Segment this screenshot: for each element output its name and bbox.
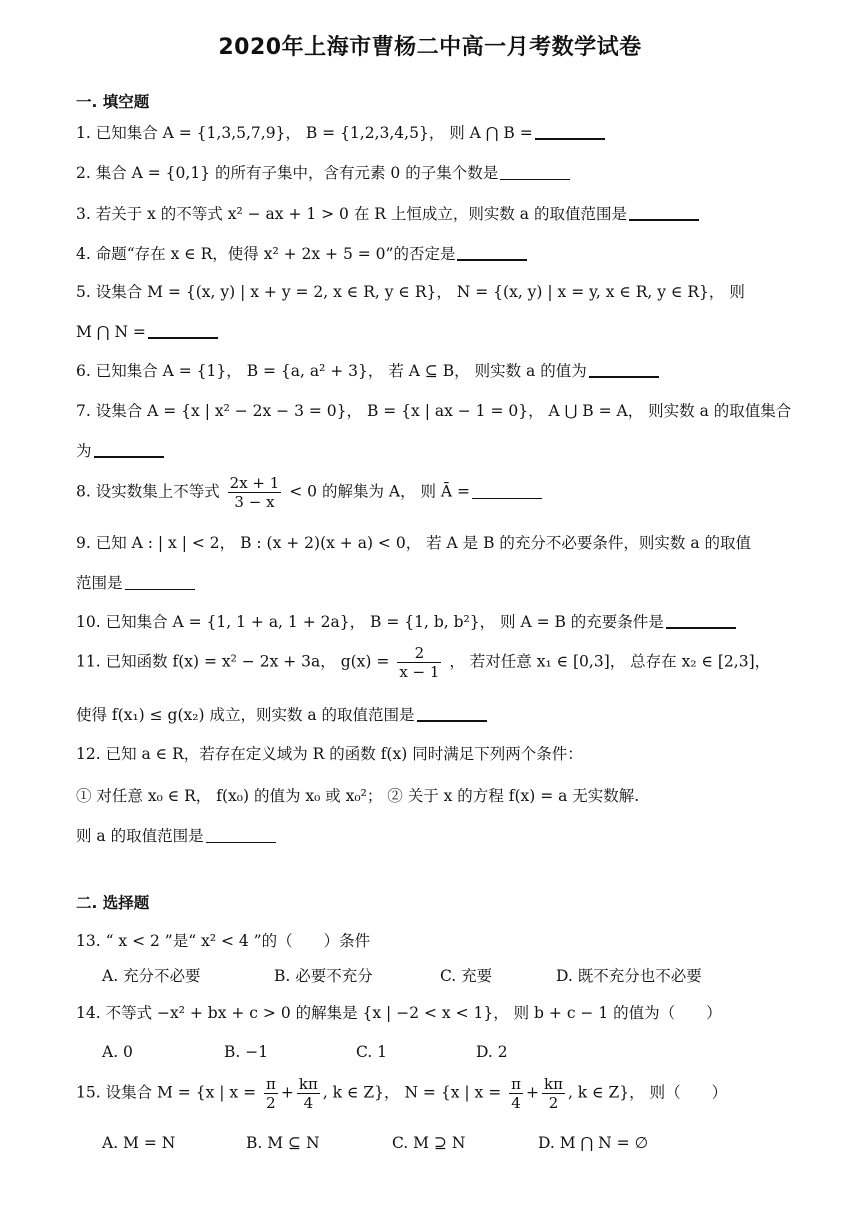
option-a: A. 充分不必要	[102, 967, 201, 985]
question-2	[76, 163, 570, 183]
question-11-text: 使得 f(x₁) ≤ g(x₂) 成立，则实数 a 的取值范围是	[76, 706, 415, 724]
answer-blank	[589, 362, 659, 378]
fraction-denominator: x − 1	[399, 663, 440, 681]
question-9-line-2	[76, 573, 195, 593]
question-11-line-1	[76, 644, 770, 681]
question-11-text-post: ， 若对任意 x₁ ∈ [0,3]， 总存在 x₂ ∈ [2,3]，	[449, 652, 771, 671]
answer-blank	[417, 706, 487, 722]
question-7-line-2	[76, 441, 164, 461]
option-c: C. M ⊇ N	[392, 1134, 466, 1152]
question-13: 13. “ x < 2 ”是“ x² < 4 ”的（ ）条件	[76, 932, 371, 950]
question-15-text-post: , k ∈ Z}， 则（ ）	[567, 1083, 728, 1102]
question-14-options	[102, 1042, 702, 1064]
question-8	[76, 474, 542, 511]
question-2-text: 2. 集合 A = {0,1} 的所有子集中，含有元素 0 的子集个数是	[76, 164, 499, 182]
question-4-text: 4. 命题“存在 x ∈ R，使得 x² + 2x + 5 = 0”的否定是	[76, 245, 456, 263]
answer-blank	[500, 165, 570, 180]
answer-blank	[125, 575, 195, 590]
option-b: B. M ⊆ N	[246, 1134, 320, 1152]
question-9-line-1: 9. 已知 A : | x | < 2， B : (x + 2)(x + a) < 0， 若 A 是 B 的充分不必要条件，则实数 a 的取值	[76, 534, 752, 552]
question-15-options	[102, 1133, 742, 1155]
question-1	[76, 123, 605, 143]
plus-sign: +	[525, 1083, 539, 1102]
answer-blank	[206, 828, 276, 843]
question-3-text: 3. 若关于 x 的不等式 x² − ax + 1 > 0 在 R 上恒成立，则实数 a 的取值范围是	[76, 205, 627, 223]
option-a: A. 0	[102, 1043, 133, 1061]
answer-blank	[666, 613, 736, 629]
fraction-numerator: 2	[397, 644, 441, 663]
question-10	[76, 612, 736, 632]
fraction-numerator: kπ	[543, 1075, 563, 1093]
question-7-text: 为	[76, 442, 92, 460]
fraction-numerator: 2x + 1	[229, 474, 280, 492]
question-12-text: 则 a 的取值范围是	[76, 827, 204, 845]
fraction-denominator: 4	[303, 1094, 314, 1112]
answer-blank	[535, 124, 605, 140]
fraction-denominator: 2	[266, 1094, 276, 1112]
fraction	[228, 474, 282, 511]
question-7-line-1: 7. 设集合 A = {x | x² − 2x − 3 = 0}， B = {x | ax − 1 = 0}， A ⋃ B = A， 则实数 a 的取值集合	[76, 402, 792, 420]
answer-blank	[94, 442, 164, 458]
option-d: D. 既不充分也不必要	[556, 967, 702, 985]
fraction	[542, 1075, 565, 1112]
question-3	[76, 204, 699, 224]
question-13-options	[102, 966, 802, 988]
question-11-text-pre: 11. 已知函数 f(x) = x² − 2x + 3a， g(x) =	[76, 652, 390, 671]
fraction-denominator: 3 − x	[234, 493, 275, 511]
question-6-text: 6. 已知集合 A = {1}， B = {a, a² + 3}， 若 A ⊆ B， 则实数 a 的值为	[76, 362, 587, 380]
section-fill-in: 一. 填空题	[76, 93, 150, 111]
option-c: C. 1	[356, 1043, 388, 1061]
question-12-line-3	[76, 826, 276, 846]
question-15-text-pre: 15. 设集合 M = {x | x =	[76, 1083, 257, 1102]
question-15	[76, 1075, 727, 1112]
question-8-text-pre: 8. 设实数集上不等式	[76, 482, 220, 501]
fraction-numerator: π	[266, 1075, 276, 1093]
section-multiple-choice: 二. 选择题	[76, 894, 150, 912]
question-6	[76, 361, 659, 381]
fraction-denominator: 2	[548, 1094, 559, 1112]
answer-blank	[629, 205, 699, 221]
fraction	[264, 1075, 278, 1112]
question-15-text-mid: , k ∈ Z}， N = {x | x =	[322, 1083, 502, 1102]
option-d: D. 2	[476, 1043, 508, 1061]
question-5-line-1: 5. 设集合 M = {(x, y) | x + y = 2, x ∈ R, y ∈ R}， N = {(x, y) | x = y, x ∈ R, y ∈ R}， 则	[76, 283, 745, 301]
plus-sign: +	[280, 1083, 294, 1102]
option-b: B. −1	[224, 1043, 269, 1061]
fraction	[397, 644, 441, 681]
option-c: C. 充要	[440, 967, 493, 985]
question-9-text: 范围是	[76, 574, 123, 592]
question-8-text-post: < 0 的解集为 A， 则 Ā =	[289, 482, 471, 501]
question-5-line-2	[76, 322, 218, 342]
question-1-text: 1. 已知集合 A = {1,3,5,7,9}， B = {1,2,3,4,5}， 则 A ⋂ B =	[76, 124, 533, 142]
question-14: 14. 不等式 −x² + bx + c > 0 的解集是 {x | −2 < x < 1}， 则 b + c − 1 的值为（ ）	[76, 1004, 722, 1022]
fraction	[509, 1075, 523, 1112]
answer-blank	[472, 484, 542, 499]
fraction-numerator: π	[511, 1075, 521, 1093]
question-10-text: 10. 已知集合 A = {1, 1 + a, 1 + 2a}， B = {1, b, b²}， 则 A = B 的充要条件是	[76, 613, 664, 631]
question-5-text: M ⋂ N =	[76, 323, 146, 341]
question-12-line-1: 12. 已知 a ∈ R，若存在定义域为 R 的函数 f(x) 同时满足下列两个条件：	[76, 745, 583, 763]
question-11-line-2	[76, 705, 487, 725]
fraction-denominator: 4	[511, 1094, 521, 1112]
page-title: 2020年上海市曹杨二中高一月考数学试卷	[218, 35, 642, 60]
fraction-numerator: kπ	[298, 1075, 318, 1093]
answer-blank	[457, 245, 527, 261]
option-b: B. 必要不充分	[274, 967, 373, 985]
option-a: A. M = N	[102, 1134, 176, 1152]
question-4	[76, 244, 527, 264]
option-d: D. M ⋂ N = ∅	[538, 1134, 649, 1152]
question-12-line-2: ① 对任意 x₀ ∈ R， f(x₀) 的值为 x₀ 或 x₀²； ② 关于 x 的方程 f(x) = a 无实数解.	[76, 787, 640, 805]
answer-blank	[148, 323, 218, 339]
fraction	[297, 1075, 320, 1112]
